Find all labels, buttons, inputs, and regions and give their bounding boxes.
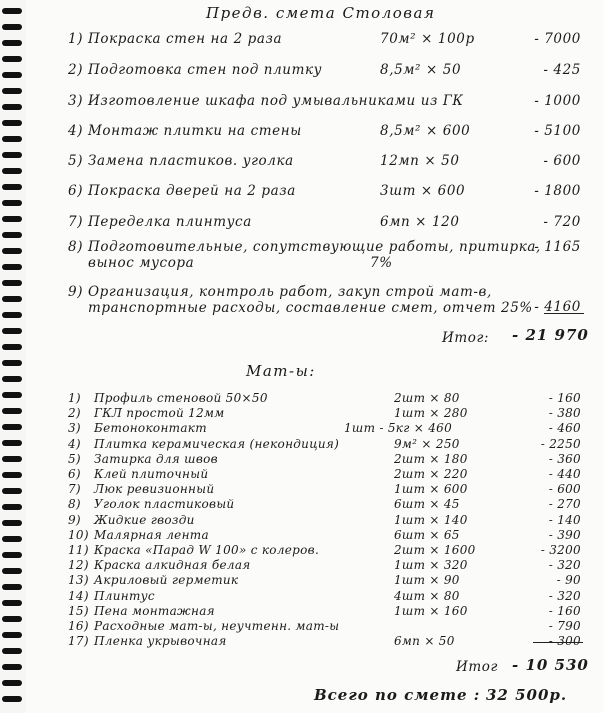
- handwritten-estimate-page: [26, 0, 603, 713]
- binding-ring: [2, 440, 22, 446]
- material-calc: 4шт × 80: [394, 588, 460, 603]
- binding-ring: [2, 584, 22, 590]
- row-number: 9): [68, 284, 84, 300]
- binding-ring: [2, 296, 22, 302]
- material-calc: 9м² × 250: [394, 436, 460, 451]
- materials-title: Мат-ы:: [246, 362, 316, 380]
- work-name: Замена пластиков. уголка: [88, 153, 294, 169]
- row-number: 7): [68, 214, 84, 230]
- material-calc: 1шт - 5кг × 460: [344, 421, 453, 436]
- row-number: 11): [68, 543, 89, 557]
- row-number: 1): [68, 31, 84, 47]
- row-number: 8): [68, 239, 84, 255]
- material-calc: 6мп × 50: [394, 634, 455, 649]
- binding-ring: [2, 248, 22, 254]
- material-name: Люк ревизионный: [94, 482, 215, 497]
- material-sum: - 380: [548, 406, 581, 421]
- work-name: Монтаж плитки на стены: [88, 123, 302, 139]
- binding-ring: [2, 56, 22, 62]
- work-sum: - 1165: [534, 239, 581, 255]
- work-name: Подготовка стен под плитку: [88, 62, 323, 78]
- row-number: 5): [68, 451, 81, 466]
- work-sum: - 720: [543, 214, 581, 230]
- material-sum: - 320: [548, 558, 581, 573]
- material-calc: 1шт × 90: [394, 573, 460, 588]
- binding-ring: [2, 184, 22, 190]
- material-sum: - 160: [548, 603, 581, 618]
- materials-sum-underline: [533, 642, 583, 643]
- row-number: 2): [68, 62, 84, 78]
- binding-ring: [2, 600, 22, 606]
- material-calc: 1шт × 320: [394, 558, 468, 573]
- binding-ring: [2, 424, 22, 430]
- material-sum: - 600: [548, 482, 581, 497]
- binding-ring: [2, 456, 22, 462]
- material-sum: - 790: [548, 619, 581, 633]
- row-number: 2): [68, 406, 81, 421]
- works-total: - 21 970: [512, 326, 589, 344]
- binding-ring: [2, 152, 22, 158]
- material-calc: 2шт × 180: [394, 451, 468, 466]
- work-name: Организация, контроль работ, закуп строй мат-в,: [88, 284, 492, 300]
- work-sum: - 1800: [534, 183, 581, 199]
- material-calc: 1шт × 140: [394, 512, 468, 527]
- row-number: 5): [68, 153, 84, 169]
- binding-ring: [2, 280, 22, 286]
- materials-total: - 10 530: [512, 656, 589, 674]
- binding-ring: [2, 312, 22, 318]
- grand-total-label: Всего по смете :: [314, 686, 481, 704]
- binding-ring: [2, 520, 22, 526]
- work-name: Покраска дверей на 2 раза: [88, 183, 296, 199]
- binding-ring: [2, 552, 22, 558]
- row-number: 10): [68, 527, 89, 542]
- material-sum: - 390: [548, 527, 581, 542]
- material-sum: - 320: [548, 588, 581, 603]
- material-name: Малярная лента: [94, 527, 209, 542]
- row-number: 1): [68, 391, 81, 405]
- binding-ring: [2, 680, 22, 686]
- material-name: Профиль стеновой 50×50: [94, 391, 268, 405]
- material-name: Краска алкидная белая: [94, 558, 251, 573]
- work-sum: - 4160: [534, 299, 581, 315]
- row-number: 8): [68, 497, 81, 512]
- work-sum: - 7000: [534, 31, 581, 47]
- material-sum: - 440: [548, 467, 581, 481]
- binding-ring: [2, 216, 22, 222]
- material-calc: 6шт × 45: [394, 497, 460, 512]
- binding-ring: [2, 328, 22, 334]
- material-calc: 2шт × 1600: [394, 543, 476, 557]
- material-sum: - 140: [548, 512, 581, 527]
- work-calc: 3шт × 600: [380, 183, 466, 199]
- binding-ring: [2, 104, 22, 110]
- material-sum: - 300: [548, 634, 581, 649]
- material-name: Плитка керамическая (некондиция): [94, 436, 340, 451]
- binding-ring: [2, 488, 22, 494]
- binding-ring: [2, 232, 22, 238]
- material-sum: - 90: [556, 573, 581, 588]
- material-name: Расходные мат-ы, неучтенн. мат-ы: [94, 619, 340, 633]
- binding-ring: [2, 664, 22, 670]
- row-number: 4): [68, 123, 84, 139]
- row-number: 13): [68, 573, 89, 588]
- row-number: 9): [68, 512, 81, 527]
- material-sum: - 460: [548, 421, 581, 436]
- work-name: Изготовление шкафа под умывальниками из ГК: [88, 93, 464, 109]
- binding-ring: [2, 616, 22, 622]
- material-name: Клей плиточный: [94, 467, 209, 481]
- row-number: 15): [68, 603, 89, 618]
- material-name: Краска «Парад W 100» с колеров.: [94, 543, 320, 557]
- binding-ring: [2, 696, 22, 702]
- row-number: 17): [68, 634, 89, 649]
- row-number: 3): [68, 93, 84, 109]
- binding-ring: [2, 136, 22, 142]
- binding-ring: [2, 376, 22, 382]
- binding-ring: [2, 504, 22, 510]
- binding-ring: [2, 648, 22, 654]
- row-number: 16): [68, 619, 89, 633]
- spiral-binding: [0, 0, 26, 713]
- works-total-label: Итог:: [442, 330, 490, 346]
- row-number: 14): [68, 588, 89, 603]
- binding-ring: [2, 408, 22, 414]
- row-number: 12): [68, 558, 89, 573]
- material-sum: - 160: [548, 391, 581, 405]
- page-title: Предв. смета Столовая: [206, 4, 436, 22]
- material-name: Пена монтажная: [94, 603, 215, 618]
- material-sum: - 360: [548, 451, 581, 466]
- material-name: Акриловый герметик: [94, 573, 239, 588]
- row-number: 4): [68, 436, 81, 451]
- work-sum: - 600: [543, 153, 581, 169]
- row-number: 7): [68, 482, 81, 497]
- binding-ring: [2, 568, 22, 574]
- binding-ring: [2, 632, 22, 638]
- work-calc: 8,5м² × 600: [380, 123, 471, 139]
- work-calc: 8,5м² × 50: [380, 62, 462, 78]
- binding-ring: [2, 536, 22, 542]
- material-name: Уголок пластиковый: [94, 497, 235, 512]
- work-calc: 6мп × 120: [380, 214, 460, 230]
- material-calc: 6шт × 65: [394, 527, 460, 542]
- binding-ring: [2, 120, 22, 126]
- material-sum: - 3200: [540, 543, 581, 557]
- work-calc: 70м² × 100р: [380, 31, 475, 47]
- binding-ring: [2, 72, 22, 78]
- work-name: Подготовительные, сопутствующие работы, притирка,: [88, 239, 541, 255]
- row-number: 3): [68, 421, 81, 436]
- material-name: Затирка для швов: [94, 451, 218, 466]
- material-calc: 1шт × 600: [394, 482, 468, 497]
- binding-ring: [2, 88, 22, 94]
- material-calc: 1шт × 160: [394, 603, 468, 618]
- row-number: 6): [68, 467, 81, 481]
- work-name-continued: транспортные расходы, составление смет, отчет 25%: [88, 300, 533, 316]
- material-name: Пленка укрывочная: [94, 634, 227, 649]
- work-sum: - 425: [543, 62, 581, 78]
- binding-ring: [2, 40, 22, 46]
- binding-ring: [2, 472, 22, 478]
- material-name: Плинтус: [94, 588, 155, 603]
- binding-ring: [2, 264, 22, 270]
- binding-ring: [2, 24, 22, 30]
- binding-ring: [2, 168, 22, 174]
- binding-ring: [2, 392, 22, 398]
- work-name: Покраска стен на 2 раза: [88, 31, 283, 47]
- work-calc: 12мп × 50: [380, 153, 460, 169]
- material-name: Жидкие гвозди: [94, 512, 195, 527]
- material-sum: - 2250: [540, 436, 581, 451]
- material-name: Бетоноконтакт: [94, 421, 207, 436]
- work-name: Переделка плинтуса: [88, 214, 252, 230]
- material-sum: - 270: [548, 497, 581, 512]
- work-calc: 7%: [370, 255, 393, 271]
- grand-total: 32 500р.: [486, 686, 568, 704]
- binding-ring: [2, 344, 22, 350]
- binding-ring: [2, 200, 22, 206]
- material-calc: 2шт × 220: [394, 467, 468, 481]
- material-name: ГКЛ простой 12мм: [94, 406, 225, 421]
- work-sum: - 5100: [534, 123, 581, 139]
- row-number: 6): [68, 183, 84, 199]
- work-name-continued: вынос мусора: [88, 255, 195, 271]
- binding-ring: [2, 8, 22, 14]
- material-calc: 1шт × 280: [394, 406, 468, 421]
- materials-total-label: Итог: [456, 659, 498, 675]
- material-calc: 2шт × 80: [394, 391, 460, 405]
- sum-underline: [544, 313, 584, 314]
- binding-ring: [2, 360, 22, 366]
- work-sum: - 1000: [534, 93, 581, 109]
